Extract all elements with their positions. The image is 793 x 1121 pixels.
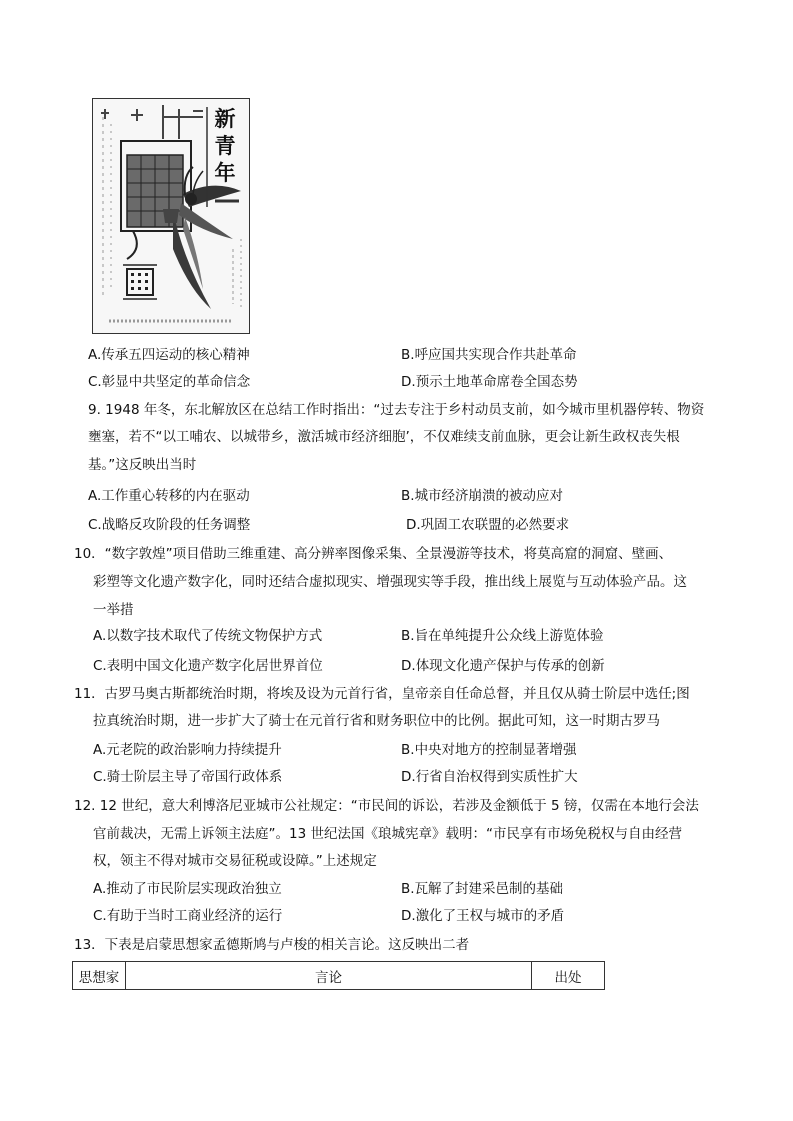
q9-stem-line-3: 基。”这反映出当时 — [88, 457, 197, 473]
table-header-statement: 言论 — [126, 962, 532, 990]
magazine-cover-image — [92, 98, 250, 334]
cover-title: 新青年 — [214, 106, 236, 185]
q11-option-b: B.中央对地方的控制显著增强 — [401, 742, 577, 758]
q12-stem-line-2: 官前裁决，无需上诉领主法庭”。13 世纪法国《琅城宪章》载明：“市民享有市场免税权与自由经营 — [93, 826, 682, 842]
q8-option-b: B.呼应国共实现合作共赴革命 — [401, 347, 577, 363]
q10-option-b: B.旨在单纯提升公众线上游览体验 — [401, 628, 604, 644]
q10-option-a: A.以数字技术取代了传统文物保护方式 — [93, 628, 323, 644]
q9-stem-line-2: 壅塞，若不“以工哺农、以城带乡，激活城市经济细胞’，不仅难续支前血脉，更会让新生政权丧失根 — [88, 429, 680, 445]
q10-stem-line-2: 彩塑等文化遗产数字化，同时还结合虚拟现实、增强现实等手段，推出线上展览与互动体验产品。这 — [93, 574, 687, 590]
q11-stem-line-2: 拉真统治时期，进一步扩大了骑士在元首行省和财务职位中的比例。据此可知，这一时期古罗马 — [93, 713, 660, 729]
q12-option-c: C.有助于当时工商业经济的运行 — [93, 908, 283, 924]
table-header-row — [73, 962, 605, 990]
table-header-source: 出处 — [532, 962, 605, 990]
q12-option-b: B.瓦解了封建采邑制的基础 — [401, 881, 564, 897]
q11-stem-line-1: 11．古罗马奥古斯都统治时期，将埃及设为元首行省，皇帝亲自任命总督，并且仅从骑士阶层中选任;图 — [74, 686, 690, 702]
q9-option-d: D.巩固工农联盟的必然要求 — [406, 517, 570, 533]
q10-option-c: C.表明中国文化遗产数字化居世界首位 — [93, 658, 323, 674]
q8-option-d: D.预示土地革命席卷全国态势 — [401, 374, 578, 390]
q10-stem-line-1: 10．“数字敦煌”项目借助三维重建、高分辨率图像采集、全景漫游等技术，将莫高窟的洞窟、壁画、 — [74, 546, 673, 562]
q10-option-d: D.体现文化遗产保护与传承的创新 — [401, 658, 605, 674]
q11-option-d: D.行省自治权得到实质性扩大 — [401, 769, 578, 785]
q9-stem-line-1: 9. 1948 年冬，东北解放区在总结工作时指出：“过去专注于乡村动员支前，如今城市里机器停转、物资 — [88, 402, 705, 418]
q9-option-c: C.战略反攻阶段的任务调整 — [88, 517, 251, 533]
table-header-thinker: 思想家 — [73, 962, 126, 990]
q12-option-d: D.激化了王权与城市的矛盾 — [401, 908, 565, 924]
q12-stem-line-1: 12. 12 世纪，意大利博洛尼亚城市公社规定：“市民间的诉讼，若涉及金额低于 5 镑，仅需在本地行会法 — [74, 798, 699, 814]
q10-stem-line-3: 一举措 — [93, 602, 134, 618]
q12-stem-line-3: 权，领主不得对城市交易征税或设障。”上述规定 — [93, 853, 377, 869]
q13-table — [72, 961, 605, 990]
q8-option-a: A.传承五四运动的核心精神 — [88, 347, 250, 363]
q11-option-a: A.元老院的政治影响力持续提升 — [93, 742, 282, 758]
q12-option-a: A.推动了市民阶层实现政治独立 — [93, 881, 282, 897]
q11-option-c: C.骑士阶层主导了帝国行政体系 — [93, 769, 283, 785]
q13-stem: 13．下表是启蒙思想家孟德斯鸠与卢梭的相关言论。这反映出二者 — [74, 937, 470, 953]
q8-option-c: C.彰显中共坚定的革命信念 — [88, 374, 251, 390]
q9-option-b: B.城市经济崩溃的被动应对 — [401, 488, 564, 504]
q9-option-a: A.工作重心转移的内在驱动 — [88, 488, 250, 504]
